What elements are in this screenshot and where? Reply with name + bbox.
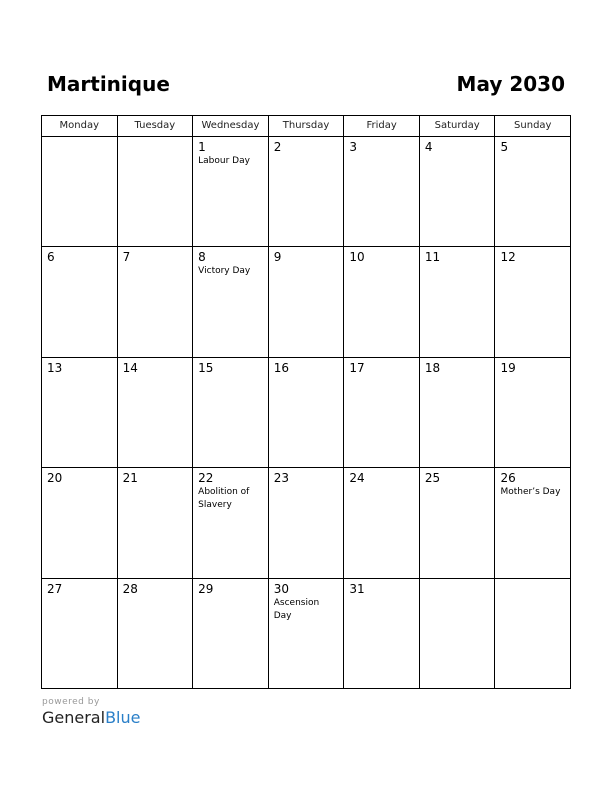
weekday-tuesday: Tuesday bbox=[118, 116, 194, 136]
weekday-monday: Monday bbox=[42, 116, 118, 136]
day-number: 26 bbox=[500, 471, 516, 486]
calendar-day-cell bbox=[118, 468, 194, 577]
day-number: 25 bbox=[424, 471, 441, 486]
weekday-wednesday: Wednesday bbox=[193, 116, 269, 136]
calendar-day-cell bbox=[420, 358, 496, 467]
day-number: 7 bbox=[122, 250, 131, 265]
generalblue-logo bbox=[42, 708, 140, 728]
calendar-day-cell bbox=[193, 468, 269, 577]
calendar-day-cell bbox=[420, 468, 496, 577]
calendar-day-cell bbox=[193, 137, 269, 246]
calendar-day-cell bbox=[495, 358, 570, 467]
calendar-day-cell bbox=[495, 579, 570, 688]
calendar-day-cell bbox=[269, 137, 345, 246]
calendar-week-row bbox=[42, 247, 570, 357]
day-number: 29 bbox=[198, 581, 214, 596]
holiday-label: Ascension Day bbox=[273, 597, 320, 621]
calendar-day-cell bbox=[420, 579, 496, 688]
calendar-grid bbox=[41, 115, 571, 689]
day-number: 17 bbox=[349, 360, 365, 375]
calendar-week-row bbox=[42, 579, 570, 688]
day-number: 21 bbox=[122, 471, 138, 486]
calendar-day-cell bbox=[495, 247, 570, 356]
weekday-thursday: Thursday bbox=[269, 116, 345, 136]
day-number: 1 bbox=[198, 140, 206, 154]
calendar-week-row bbox=[42, 137, 570, 247]
day-number: 6 bbox=[47, 250, 55, 265]
weekday-friday: Friday bbox=[344, 116, 420, 136]
calendar-day-cell bbox=[42, 358, 118, 467]
day-number: 22 bbox=[198, 471, 214, 486]
holiday-label: Victory Day bbox=[198, 266, 251, 277]
calendar-day-cell bbox=[42, 137, 118, 246]
logo-blue: Blue bbox=[105, 708, 141, 727]
weekday-header-row bbox=[42, 116, 570, 137]
day-number: 12 bbox=[500, 250, 516, 265]
weekday-sunday: Sunday bbox=[514, 120, 552, 131]
day-number: 2 bbox=[273, 140, 282, 154]
day-number: 15 bbox=[198, 360, 214, 375]
calendar-day-cell bbox=[118, 137, 194, 246]
day-number: 23 bbox=[273, 471, 290, 486]
day-number: 28 bbox=[122, 581, 138, 596]
powered-by-text: powered by bbox=[42, 697, 100, 707]
calendar-day-cell bbox=[42, 468, 118, 577]
day-number: 4 bbox=[424, 140, 433, 154]
calendar-day-cell bbox=[42, 247, 118, 356]
calendar-day-cell bbox=[269, 358, 345, 467]
calendar-day-cell bbox=[495, 468, 570, 577]
holiday-label: Labour Day bbox=[198, 156, 250, 166]
calendar-day-cell bbox=[269, 579, 345, 688]
day-number: 14 bbox=[122, 360, 138, 375]
calendar-month-title: May 2030 bbox=[456, 72, 565, 96]
calendar-day-cell bbox=[344, 247, 420, 356]
day-number: 10 bbox=[349, 250, 365, 265]
holiday-label: Mother’s Day bbox=[500, 487, 561, 498]
holiday-label: Abolition of Slavery bbox=[198, 487, 250, 511]
day-number: 20 bbox=[47, 471, 63, 486]
calendar-day-cell bbox=[495, 137, 570, 246]
calendar-country-title: Martinique bbox=[47, 72, 170, 96]
calendar-week-row bbox=[42, 468, 570, 578]
day-number: 11 bbox=[424, 250, 441, 265]
day-number: 30 bbox=[273, 581, 290, 596]
calendar-day-cell bbox=[344, 137, 420, 246]
calendar-week-row bbox=[42, 358, 570, 468]
calendar-day-cell bbox=[42, 579, 118, 688]
footer-branding bbox=[42, 697, 140, 728]
day-number: 24 bbox=[349, 471, 365, 486]
calendar-day-cell bbox=[420, 137, 496, 246]
day-number: 31 bbox=[349, 581, 365, 596]
day-number: 19 bbox=[500, 360, 516, 375]
day-number: 27 bbox=[47, 581, 63, 596]
calendar-day-cell bbox=[344, 579, 420, 688]
calendar-day-cell bbox=[269, 468, 345, 577]
calendar-day-cell bbox=[344, 358, 420, 467]
day-number: 3 bbox=[349, 140, 357, 154]
calendar-day-cell bbox=[193, 247, 269, 356]
day-number: 18 bbox=[424, 360, 441, 375]
day-number: 13 bbox=[47, 360, 63, 375]
calendar-day-cell bbox=[118, 247, 194, 356]
calendar-day-cell bbox=[269, 247, 345, 356]
day-number: 5 bbox=[500, 140, 509, 154]
calendar-day-cell bbox=[118, 579, 194, 688]
calendar-day-cell bbox=[420, 247, 496, 356]
logo-general: General bbox=[42, 708, 106, 727]
day-number: 16 bbox=[273, 360, 290, 375]
calendar-day-cell bbox=[193, 358, 269, 467]
calendar-day-cell bbox=[118, 358, 194, 467]
weekday-saturday: Saturday bbox=[420, 116, 496, 136]
calendar-day-cell bbox=[193, 579, 269, 688]
day-number: 9 bbox=[273, 250, 282, 265]
calendar-day-cell bbox=[344, 468, 420, 577]
calendar-weeks bbox=[42, 137, 570, 688]
day-number: 8 bbox=[198, 250, 206, 265]
